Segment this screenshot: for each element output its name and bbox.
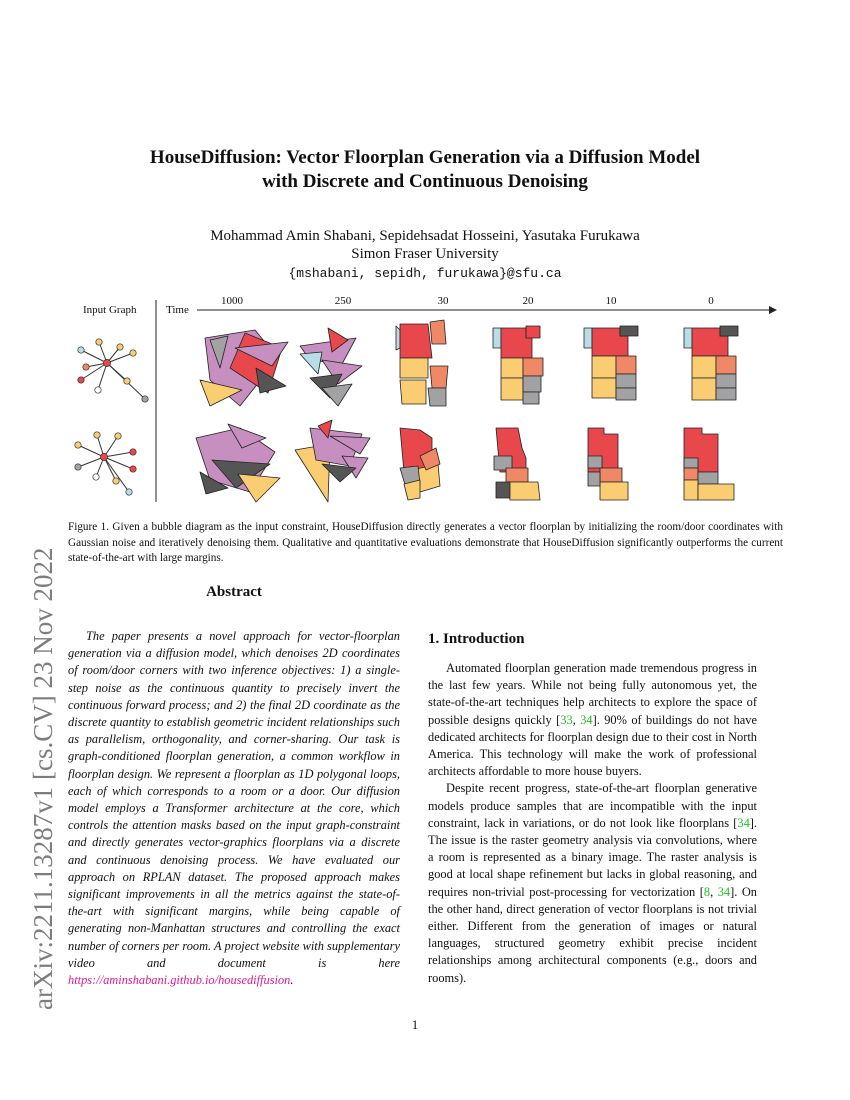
graph-node	[126, 489, 132, 495]
room	[716, 374, 736, 388]
intro-section	[428, 631, 757, 648]
graph-node-center	[103, 359, 110, 366]
intro-paragraph-2	[428, 780, 757, 986]
intro-p2-text-a: Despite recent progress, state-of-the-art floorplan generative models produce samples that are incompatible with the input constraint, lack in variations, or do not look like floorplans [	[428, 781, 757, 830]
arxiv-stamp	[22, 290, 62, 1010]
room	[588, 472, 600, 486]
graph-node	[117, 344, 123, 350]
room	[620, 326, 638, 336]
intro-p2-text-b: ]. The issue is the raster geometry analysis via convolutions, where a room is represented as a binary image. The raster analysis is good at local shape refinement but lacks in global reasoning, and requires non-trivial post-processing for vectorization [	[428, 815, 757, 899]
authors: Mohammad Amin Shabani, Sepidehsadat Hosseini, Yasutaka Furukawa	[210, 228, 640, 244]
citation-34[interactable]: 34	[580, 712, 593, 727]
intro-p1-text-a: Automated floorplan generation made tremendous progress in the last few years. While not being fully autonomous yet, the state-of-the-art techniques help architects to explore the space of possible designs quickly [	[428, 661, 757, 727]
input-graph-label: Input Graph	[83, 304, 137, 316]
affiliation: Simon Fraser University	[351, 246, 499, 262]
graph-node	[93, 474, 99, 480]
intro-p1-sep: ,	[572, 712, 581, 727]
room	[716, 356, 736, 374]
room	[720, 326, 738, 336]
room	[698, 472, 718, 484]
graph-node	[130, 466, 136, 472]
graph-node	[95, 387, 101, 393]
room	[592, 356, 616, 378]
email: {mshabani, sepidh, furukawa}@sfu.ca	[288, 266, 562, 281]
intro-p2-sep: ,	[710, 884, 718, 899]
room	[430, 320, 446, 344]
room	[428, 388, 446, 406]
graph-node	[78, 377, 84, 383]
room	[501, 358, 523, 378]
room	[692, 378, 716, 400]
room	[400, 324, 432, 358]
timestep-labels	[221, 295, 714, 307]
citation-34[interactable]: 34	[717, 884, 731, 899]
room	[698, 484, 734, 500]
room	[592, 378, 616, 398]
arxiv-stamp-text: arXiv:2211.13287v1 [cs.CV] 23 Nov 2022	[28, 547, 58, 1010]
timestep-label: 20	[522, 295, 534, 307]
graph-node	[94, 432, 100, 438]
abstract-heading: Abstract	[206, 584, 262, 600]
citation-33[interactable]: 33	[560, 712, 573, 727]
graph-node	[75, 464, 81, 470]
intro-heading: 1. Introduction	[428, 631, 525, 647]
room	[616, 356, 636, 374]
timestep-label: 10	[605, 295, 617, 307]
graph-edge	[104, 457, 116, 481]
graph-node	[142, 396, 148, 402]
room	[506, 468, 528, 482]
room	[496, 482, 510, 498]
intro-body	[428, 660, 757, 987]
intro-p1-text-b: ]. 90% of buildings do not have dedicated architects for floorplan design due to their cost in North America. This technology will make the work of professional architects affordable to more house buyers.	[428, 712, 757, 779]
graph-edge	[104, 452, 133, 457]
bubble-graphs	[75, 339, 148, 495]
graph-node	[115, 433, 121, 439]
abstract-text: The paper presents a novel approach for vector-floorplan generation via a diffusion model, which denoises 2D coordinates of room/door corners with two inference objectives: 1) a single-step noise as the continuous quantity to precisely invert the continuous forward process; and 2) the final 2D coordinate as the discrete quantity to establish geometric incident relationships such as parallelism, orthogonality, and corner-sharing. Our task is graph-conditioned floorplan generation, a common workflow in floorplan design. We represent a floorplan as 1D polygonal loops, each of which corresponds to a room or a door. Our diffusion model employs a Transformer architecture at the core, which controls the attention masks based on the input graph-constraint and directly generates vector-graphics floorplans via a discrete and continuous denoising process. We have evaluated our approach on RPLAN dataset. The proposed approach makes significant improvements in all the metrics against the state-of-the-art with significant margins, while being capable of generating non-Manhattan structures and controlling the exact number of corners per room. A project website with supplementary video and document is here	[68, 629, 400, 970]
graph-edge	[78, 445, 104, 457]
citation-8[interactable]: 8	[703, 884, 711, 899]
room	[396, 326, 400, 350]
room	[684, 458, 698, 468]
graph-node	[78, 347, 84, 353]
room	[684, 480, 698, 500]
graph-node	[113, 478, 119, 484]
citation-34[interactable]: 34	[737, 815, 750, 830]
room	[616, 388, 636, 400]
figure-caption: Figure 1. Given a bubble diagram as the input constraint, HouseDiffusion directly generates a vector floorplan by initializing the room/door coordinates with Gaussian noise and iteratively denoising them. Qualitative and quantitative evaluations demonstrate that HouseDiffusion significantly outperforms the current state-of-the-art with large margins.	[68, 521, 783, 564]
room	[523, 392, 539, 404]
room	[523, 376, 541, 392]
graph-node	[75, 442, 81, 448]
paper-title-line1: HouseDiffusion: Vector Floorplan Generation via a Diffusion Model	[149, 147, 701, 168]
graph-node-center	[100, 453, 107, 460]
room	[616, 374, 636, 388]
room	[600, 468, 622, 482]
room	[588, 456, 602, 468]
project-link[interactable]: https://aminshabani.github.io/housediffusion	[68, 973, 291, 988]
graph-node	[130, 350, 136, 356]
room	[493, 328, 501, 348]
room	[684, 468, 698, 480]
room	[584, 328, 592, 348]
timestep-label: 0	[708, 295, 714, 307]
time-label: Time	[166, 304, 189, 316]
room	[400, 358, 428, 378]
graph-node	[96, 339, 102, 345]
graph-node	[83, 364, 89, 370]
room	[600, 482, 628, 500]
room	[716, 388, 736, 400]
intro-p2-text-c: ]. On the other hand, direct generation of vector floorplans is not trivial either. Different from the generation of images or natural languages, structured geometry exhibit precise incident relationships among architectural components (e.g., doors and rooms).	[428, 884, 757, 985]
room	[684, 328, 692, 348]
abstract-body	[68, 628, 400, 989]
figure-1	[60, 288, 780, 508]
abstract-end: .	[290, 973, 294, 988]
room	[508, 482, 540, 500]
timestep-label: 30	[437, 295, 449, 307]
graph-edge	[98, 363, 107, 390]
room	[523, 358, 543, 376]
room	[526, 326, 540, 338]
room	[400, 380, 426, 404]
noisy-room	[300, 352, 322, 374]
timestep-label: 1000	[221, 295, 243, 307]
floorplan-samples	[196, 320, 738, 502]
paper-title-line2: with Discrete and Continuous Denoising	[262, 171, 588, 192]
timestep-label: 250	[334, 295, 352, 307]
page-number: 1	[411, 1017, 419, 1032]
graph-node	[124, 378, 130, 384]
room	[404, 480, 420, 500]
room	[692, 356, 716, 378]
room	[501, 378, 523, 400]
room	[430, 366, 448, 388]
intro-paragraph-1	[428, 660, 757, 780]
graph-node	[130, 449, 136, 455]
